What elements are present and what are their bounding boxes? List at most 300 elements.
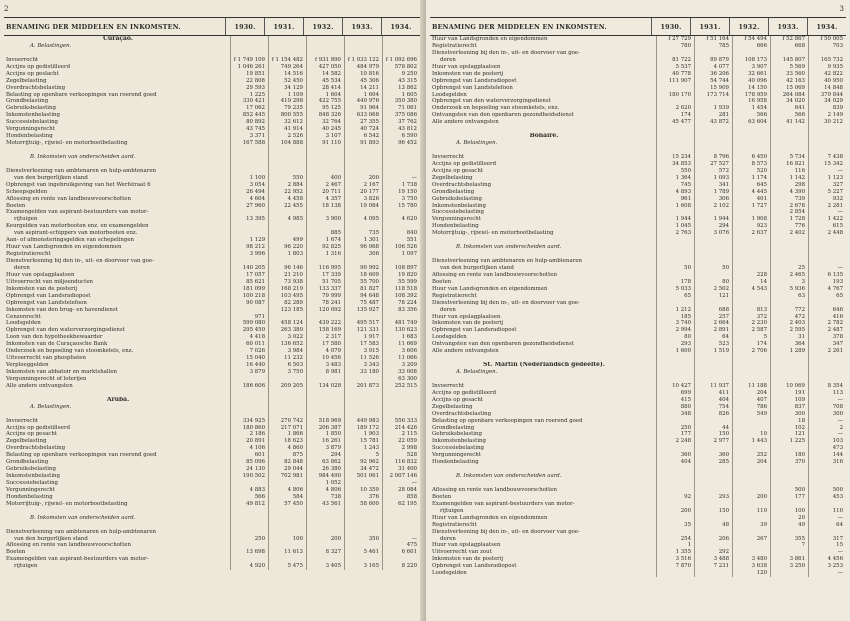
- row-value: [656, 209, 694, 216]
- subsection-heading: [430, 473, 846, 480]
- row-label: Overdrachtsbelasting: [432, 181, 492, 188]
- row-value: 118 518: [382, 286, 420, 293]
- row-value: 55 700: [344, 279, 382, 286]
- row-value: 4 458: [268, 196, 306, 203]
- row-value: [268, 376, 306, 383]
- row-label: Registratierecht: [432, 42, 477, 49]
- row-value: 1 674: [306, 237, 344, 244]
- table-row: [4, 209, 420, 216]
- row-value: [306, 390, 344, 397]
- row-value: 1 789: [694, 189, 732, 196]
- header-year: 1933.: [768, 18, 807, 35]
- row-value: [344, 168, 382, 175]
- row-value: 40 096: [732, 78, 770, 85]
- row-label: rijtuigen: [14, 216, 38, 223]
- table-row: [4, 230, 420, 237]
- row-value: [732, 237, 770, 244]
- row-value: 17 062: [230, 105, 268, 112]
- row-value: 40 950: [808, 78, 846, 85]
- row-value: 1 093: [694, 175, 732, 182]
- row-label: [430, 126, 656, 133]
- table-row: [4, 112, 420, 119]
- row-value: [694, 445, 732, 452]
- row-value: 267: [732, 536, 770, 543]
- row-value: 2 620: [656, 105, 694, 112]
- row-value: —: [808, 397, 846, 404]
- row-value: 327: [808, 182, 846, 189]
- table-row: [430, 209, 846, 216]
- row-value: 404: [694, 397, 732, 404]
- row-value: 826: [694, 411, 732, 418]
- row-value: 708: [808, 404, 846, 411]
- row-value: 252: [732, 452, 770, 459]
- row-value: 40 245: [306, 126, 344, 133]
- row-value: 1 225: [230, 92, 268, 99]
- table-row: [430, 154, 846, 161]
- row-value: 11 669: [382, 341, 420, 348]
- table-row: [430, 508, 846, 515]
- subsection-heading: [4, 43, 420, 50]
- table-row: [430, 383, 846, 390]
- row-label: [430, 147, 656, 154]
- row-value: [306, 508, 344, 515]
- row-label: Dienstverleening van ambtenaren en hulp-ambtenaren: [6, 528, 156, 535]
- row-value: 15 780: [382, 203, 420, 210]
- row-value: [268, 230, 306, 237]
- row-value: [732, 300, 770, 307]
- row-value: 785: [694, 43, 732, 50]
- row-value: 35: [656, 522, 694, 529]
- row-label: Motorrijtuig-, rijwiel- en motorbootbelasting: [6, 500, 128, 507]
- row-label: Overdrachtsbelasting: [432, 410, 492, 417]
- row-value: 130 623: [382, 327, 420, 334]
- row-value: 4 767: [808, 286, 846, 293]
- row-value: [230, 508, 268, 515]
- row-value: 91 110: [306, 140, 344, 147]
- row-value: 174: [656, 112, 694, 119]
- row-label: [4, 508, 230, 515]
- row-label: [430, 237, 656, 244]
- row-value: 6 450: [732, 154, 770, 161]
- row-value: 880: [656, 404, 694, 411]
- table-row: [430, 459, 846, 466]
- row-value: 317: [808, 536, 846, 543]
- row-value: 8 573: [732, 161, 770, 168]
- row-value: [732, 542, 770, 549]
- row-value: 91 893: [344, 140, 382, 147]
- row-value: 29 593: [230, 85, 268, 92]
- row-value: [382, 404, 420, 411]
- row-value: 379 844: [808, 92, 846, 99]
- row-value: [268, 314, 306, 321]
- row-label: Loodsgelden: [432, 334, 467, 341]
- row-label: Registratierecht: [6, 251, 51, 258]
- row-value: 145 807: [770, 57, 808, 64]
- row-value: [344, 50, 382, 57]
- row-value: [344, 404, 382, 411]
- row-value: [656, 140, 694, 147]
- row-label: Aflossing en rente van landbouwvoorschotten: [432, 486, 557, 493]
- table-row: [4, 265, 420, 272]
- row-value: 32 764: [306, 119, 344, 126]
- row-value: [770, 237, 808, 244]
- row-value: 837: [770, 404, 808, 411]
- row-value: 36 206: [694, 71, 732, 78]
- row-value: [344, 209, 382, 216]
- row-value: 703: [808, 43, 846, 50]
- row-value: 78 241: [306, 300, 344, 307]
- row-value: 11 526: [344, 355, 382, 362]
- table-row: [4, 175, 420, 182]
- row-value: 1 443: [732, 438, 770, 445]
- row-value: [770, 473, 808, 480]
- row-value: [344, 43, 382, 50]
- table-row: [4, 466, 420, 473]
- row-value: 92 962: [344, 459, 382, 466]
- row-value: 2 664: [694, 320, 732, 327]
- row-value: 2 587: [732, 327, 770, 334]
- row-value: [382, 154, 420, 161]
- row-value: 92 825: [306, 244, 344, 251]
- row-value: 19 150: [382, 189, 420, 196]
- row-value: 64: [694, 334, 732, 341]
- row-label: deren: [14, 264, 30, 271]
- row-value: 3 606: [382, 348, 420, 355]
- row-value: 520: [732, 168, 770, 175]
- table-row: [430, 36, 846, 43]
- row-value: 28 414: [306, 85, 344, 92]
- table-row: [430, 57, 846, 64]
- table-row: [4, 418, 420, 425]
- row-value: [344, 397, 382, 404]
- row-value: 63 300: [382, 376, 420, 383]
- row-value: 633 068: [344, 112, 382, 119]
- row-value: [732, 369, 770, 376]
- row-value: 1 243: [344, 445, 382, 452]
- row-label: Cenzenrecht: [6, 313, 41, 320]
- row-value: 63: [770, 293, 808, 300]
- row-value: [382, 529, 420, 536]
- row-value: 108 392: [382, 293, 420, 300]
- row-label: Invoerrecht: [6, 56, 39, 63]
- row-value: 334 925: [230, 418, 268, 425]
- row-label: Huur van Landsgronden en eigendommen: [6, 244, 122, 251]
- row-value: 3 879: [306, 445, 344, 452]
- row-value: [656, 126, 694, 133]
- row-value: 472: [770, 314, 808, 321]
- row-value: [230, 147, 268, 154]
- row-value: [382, 522, 420, 529]
- table-row: [430, 376, 846, 383]
- row-value: [306, 161, 344, 168]
- row-value: 2 149: [808, 112, 846, 119]
- row-value: 875: [268, 452, 306, 459]
- row-label: Vergunningsrecht: [432, 452, 481, 459]
- row-value: 419 298: [268, 98, 306, 105]
- row-value: 7 438: [808, 154, 846, 161]
- row-label: A. Belastingen.: [30, 42, 72, 49]
- row-value: [268, 542, 306, 549]
- row-value: 108 897: [382, 265, 420, 272]
- table-row: [430, 320, 846, 327]
- row-value: [694, 480, 732, 487]
- table-row: [4, 501, 420, 508]
- row-value: 1 355: [656, 549, 694, 556]
- row-value: [656, 355, 694, 362]
- table-row: [430, 390, 846, 397]
- row-value: 518 969: [306, 418, 344, 425]
- row-value: [656, 147, 694, 154]
- row-value: [694, 362, 732, 369]
- row-value: 3 343: [344, 362, 382, 369]
- row-label: Opbrengst van Landstelefoon: [432, 84, 513, 91]
- row-value: 81 827: [344, 286, 382, 293]
- row-value: f 50 005: [808, 36, 846, 43]
- row-value: [230, 376, 268, 383]
- row-value: 95 125: [306, 105, 344, 112]
- table-row: [4, 92, 420, 99]
- row-value: 1 605: [382, 92, 420, 99]
- row-value: [230, 209, 268, 216]
- table-row: [430, 237, 846, 244]
- row-value: 13 698: [230, 549, 268, 556]
- row-label: Alle andere ontvangsten: [432, 119, 499, 126]
- section-heading: [430, 133, 846, 140]
- row-value: 10 427: [656, 383, 694, 390]
- row-label: Ontvangsten van den openbaren gezondheidsdienst: [432, 112, 574, 119]
- row-value: 300: [808, 411, 846, 418]
- row-value: 144: [808, 452, 846, 459]
- row-value: 422 755: [306, 98, 344, 105]
- row-value: 209 205: [268, 383, 306, 390]
- row-label: rijtuigen: [440, 507, 464, 514]
- row-label: Zegelbelasting: [432, 174, 473, 181]
- table-row: [4, 307, 420, 314]
- row-label: Onderzoek en bepoeling van stoomketels, enz.: [6, 348, 134, 355]
- row-value: [268, 154, 306, 161]
- row-value: [808, 362, 846, 369]
- row-value: [382, 258, 420, 265]
- row-value: 8 796: [694, 154, 732, 161]
- row-value: [732, 140, 770, 147]
- row-value: 411: [694, 390, 732, 397]
- row-value: 217 071: [268, 425, 306, 432]
- row-value: 104 888: [268, 140, 306, 147]
- row-value: 3 861: [770, 556, 808, 563]
- row-value: 79 235: [268, 105, 306, 112]
- row-value: 376: [344, 494, 382, 501]
- row-value: 316: [808, 459, 846, 466]
- row-label: Belasting op openbare verkoopingen van roerend goed: [6, 452, 157, 459]
- row-value: [694, 542, 732, 549]
- row-value: [268, 147, 306, 154]
- row-label: Accijns op gesacht: [6, 431, 57, 438]
- row-value: 16 440: [230, 362, 268, 369]
- row-value: 1 129: [230, 237, 268, 244]
- row-value: [382, 397, 420, 404]
- row-value: 1 600: [656, 348, 694, 355]
- row-label: Huur van Landsgronden en eigendommen: [432, 285, 548, 292]
- row-value: [770, 251, 808, 258]
- row-value: 375 086: [382, 112, 420, 119]
- row-value: [808, 501, 846, 508]
- row-value: 22 808: [230, 78, 268, 85]
- row-label: Examengelden van aspirant-bestuurders van motor-: [6, 209, 149, 216]
- row-value: 4 106: [230, 445, 268, 452]
- row-value: f 1 033 122: [344, 57, 382, 64]
- table-row: [4, 334, 420, 341]
- row-value: [732, 376, 770, 383]
- row-value: 33 180: [344, 369, 382, 376]
- row-value: [230, 390, 268, 397]
- row-label: Vergunningsrecht: [6, 486, 55, 493]
- header-year: 1934.: [381, 18, 420, 35]
- row-value: 439 222: [306, 320, 344, 327]
- row-value: 754: [694, 404, 732, 411]
- row-value: 702 981: [268, 473, 306, 480]
- row-label: Invoerrecht: [6, 417, 39, 424]
- row-value: 201 873: [344, 383, 382, 390]
- row-value: 200: [656, 508, 694, 515]
- table-row: [4, 563, 420, 570]
- row-value: 136 652: [268, 341, 306, 348]
- table-row: [430, 223, 846, 230]
- row-label: Scheepsgelden: [6, 188, 48, 195]
- row-value: [268, 397, 306, 404]
- row-value: 615: [808, 223, 846, 230]
- row-value: [382, 36, 420, 43]
- row-value: 27 355: [344, 119, 382, 126]
- row-value: 204: [732, 459, 770, 466]
- row-value: [268, 43, 306, 50]
- row-value: 15 234: [656, 154, 694, 161]
- row-value: 2 763: [656, 230, 694, 237]
- row-label: Dienstverleening van ambtenaren en hulp-ambtenaren: [6, 167, 156, 174]
- row-value: [230, 522, 268, 529]
- table-row: [430, 348, 846, 355]
- row-value: 43 745: [230, 126, 268, 133]
- row-value: [230, 397, 268, 404]
- row-value: [770, 140, 808, 147]
- row-label: Overdrachtsbelasting: [6, 84, 66, 91]
- row-value: [268, 50, 306, 57]
- row-value: [770, 466, 808, 473]
- row-value: [268, 209, 306, 216]
- row-label: Inkomsten van de posterij: [432, 556, 504, 563]
- row-value: 20 177: [344, 189, 382, 196]
- row-value: [344, 258, 382, 265]
- row-value: 3 250: [770, 563, 808, 570]
- row-value: 2 891: [694, 327, 732, 334]
- row-label: Inkomsten van de Curaçaosche Bank: [6, 341, 108, 348]
- row-value: 13 862: [382, 85, 420, 92]
- row-value: 22 455: [268, 203, 306, 210]
- row-value: [808, 147, 846, 154]
- row-value: [344, 147, 382, 154]
- row-value: 294: [694, 223, 732, 230]
- row-value: 495 517: [344, 320, 382, 327]
- table-row: [4, 272, 420, 279]
- row-value: 5 227: [808, 189, 846, 196]
- row-value: 1 142: [770, 175, 808, 182]
- row-value: 3 740: [656, 320, 694, 327]
- row-value: 78 224: [382, 300, 420, 307]
- row-value: [656, 300, 694, 307]
- row-label: Inkomstenbelasting: [6, 112, 60, 119]
- row-label: deren: [440, 306, 456, 313]
- row-value: 82 848: [268, 459, 306, 466]
- row-label: Invoerrecht: [432, 153, 465, 160]
- row-value: [306, 36, 344, 43]
- row-value: 1 519: [694, 348, 732, 355]
- row-value: 4 543: [732, 286, 770, 293]
- row-value: 1 052: [306, 480, 344, 487]
- row-value: [306, 397, 344, 404]
- row-value: [656, 251, 694, 258]
- row-value: [382, 209, 420, 216]
- row-value: 578 802: [382, 64, 420, 71]
- table-row: [4, 508, 420, 515]
- row-value: 1: [656, 542, 694, 549]
- table-row: [4, 376, 420, 383]
- table-row: [430, 445, 846, 452]
- row-value: 2 678: [770, 203, 808, 210]
- table-row: [4, 355, 420, 362]
- row-value: [732, 529, 770, 536]
- row-value: 749 264: [268, 64, 306, 71]
- table-row: [4, 431, 420, 438]
- row-value: 330 421: [230, 98, 268, 105]
- row-value: 167 588: [230, 140, 268, 147]
- row-value: 16 821: [770, 161, 808, 168]
- row-value: 584: [268, 494, 306, 501]
- row-value: 2 884: [268, 182, 306, 189]
- row-label: Grondbelasting: [6, 98, 49, 105]
- table-row: [4, 536, 420, 543]
- row-value: 110: [732, 508, 770, 515]
- table-row: [4, 320, 420, 327]
- row-value: 89 879: [694, 57, 732, 64]
- row-value: [732, 362, 770, 369]
- row-value: 2 977: [694, 438, 732, 445]
- row-label: Zegelbelasting: [6, 77, 47, 84]
- row-label: A. Belastingen.: [30, 403, 72, 410]
- row-value: 350: [344, 536, 382, 543]
- table-row: [430, 182, 846, 189]
- row-value: [732, 244, 770, 251]
- row-value: 1 123: [808, 175, 846, 182]
- row-value: 94 648: [344, 293, 382, 300]
- row-value: 3 076: [694, 230, 732, 237]
- row-value: 776: [770, 223, 808, 230]
- row-value: 96 220: [268, 244, 306, 251]
- row-value: 285: [694, 459, 732, 466]
- row-value: 80: [656, 334, 694, 341]
- row-value: 200: [306, 536, 344, 543]
- row-value: [732, 147, 770, 154]
- row-value: 206: [694, 536, 732, 543]
- row-value: 177: [656, 431, 694, 438]
- table-row: [4, 286, 420, 293]
- table-row: [4, 348, 420, 355]
- row-value: [344, 556, 382, 563]
- row-label: Opbrengst van Landsradiopost: [432, 563, 517, 570]
- row-value: 3 900: [306, 216, 344, 223]
- row-value: f 1 092 696: [382, 57, 420, 64]
- row-value: [694, 98, 732, 105]
- row-label: Huur van opslagplaatsen: [432, 313, 501, 320]
- row-value: 270 742: [268, 418, 306, 425]
